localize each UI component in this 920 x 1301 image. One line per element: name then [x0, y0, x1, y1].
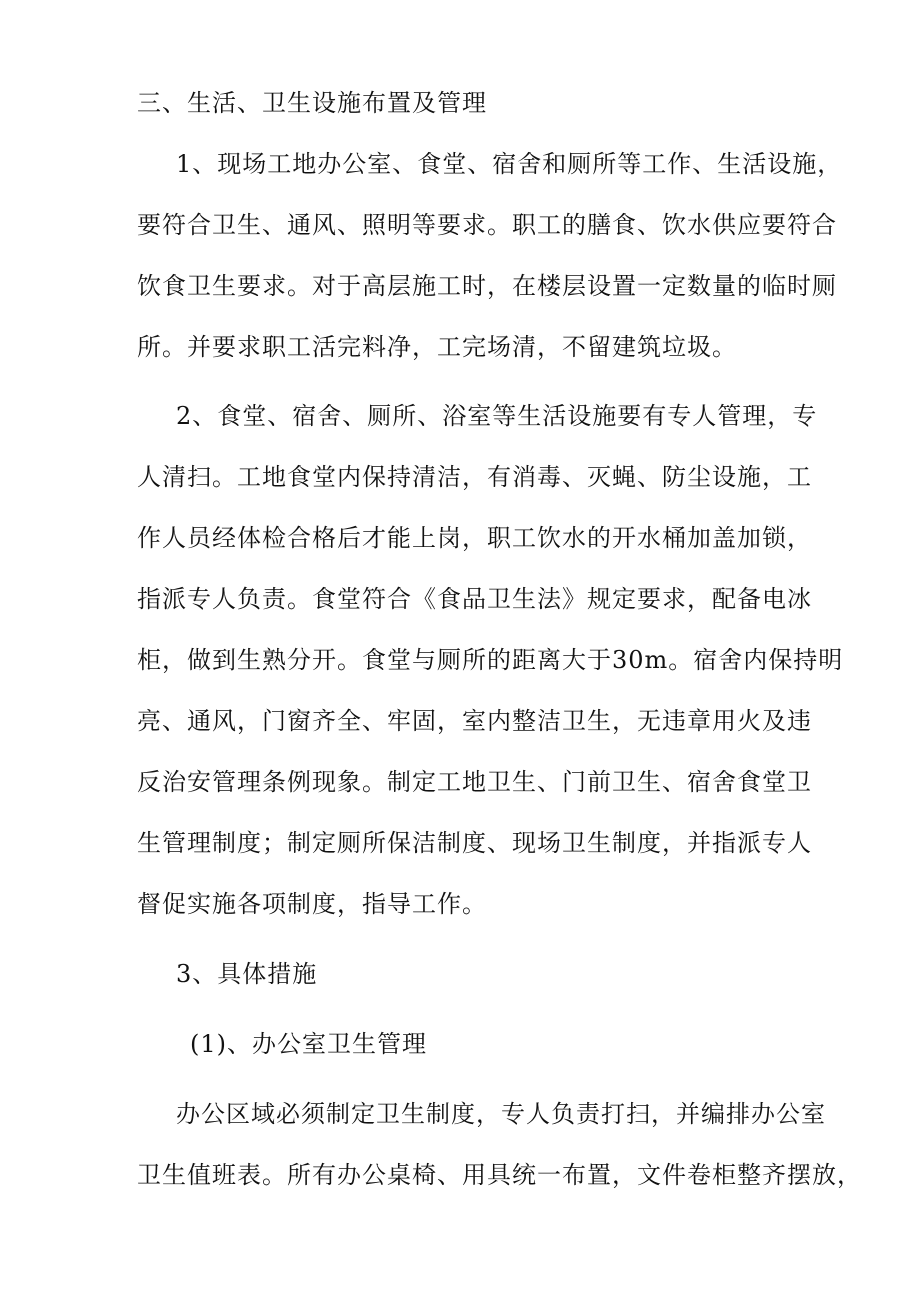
subheading-3: 3、具体措施	[176, 960, 318, 988]
paragraph-2-line-7: 反治安管理条例现象。制定工地卫生、门前卫生、宿舍食堂卫	[137, 768, 812, 796]
paragraph-2-line-5: 柜，做到生熟分开。食堂与厕所的距离大于30m。宿舍内保持明	[137, 646, 844, 674]
paragraph-2-line-2: 人清扫。工地食堂内保持清洁，有消毒、灭蝇、防尘设施，工	[137, 463, 812, 491]
paragraph-3-line-2: 卫生值班表。所有办公桌椅、用具统一布置，文件卷柜整齐摆放，	[137, 1161, 862, 1189]
paragraph-1-line-2: 要符合卫生、通风、照明等要求。职工的膳食、饮水供应要符合	[137, 211, 837, 239]
paragraph-3-line-1: 办公区域必须制定卫生制度，专人负责打扫，并编排办公室	[176, 1100, 826, 1128]
paragraph-2-line-6: 亮、通风，门窗齐全、牢固，室内整洁卫生，无违章用火及违	[137, 707, 812, 735]
paragraph-2-line-3: 作人员经体检合格后才能上岗，职工饮水的开水桶加盖加锁，	[137, 524, 812, 552]
section-heading: 三、生活、卫生设施布置及管理	[137, 89, 487, 117]
paragraph-2-line-1: 2、食堂、宿舍、厕所、浴室等生活设施要有专人管理，专	[176, 402, 818, 430]
paragraph-1-line-3: 饮食卫生要求。对于高层施工时，在楼层设置一定数量的临时厕	[137, 272, 837, 300]
paragraph-1-line-4: 所。并要求职工活完料净，工完场清，不留建筑垃圾。	[137, 333, 737, 361]
subheading-3-1: (1)、办公室卫生管理	[190, 1030, 427, 1058]
paragraph-2-line-4: 指派专人负责。食堂符合《食品卫生法》规定要求，配备电冰	[137, 585, 812, 613]
paragraph-2-line-8: 生管理制度；制定厕所保洁制度、现场卫生制度，并指派专人	[137, 829, 812, 857]
paragraph-1-line-1: 1、现场工地办公室、食堂、宿舍和厕所等工作、生活设施，	[176, 150, 843, 178]
paragraph-2-line-9: 督促实施各项制度，指导工作。	[137, 890, 487, 918]
